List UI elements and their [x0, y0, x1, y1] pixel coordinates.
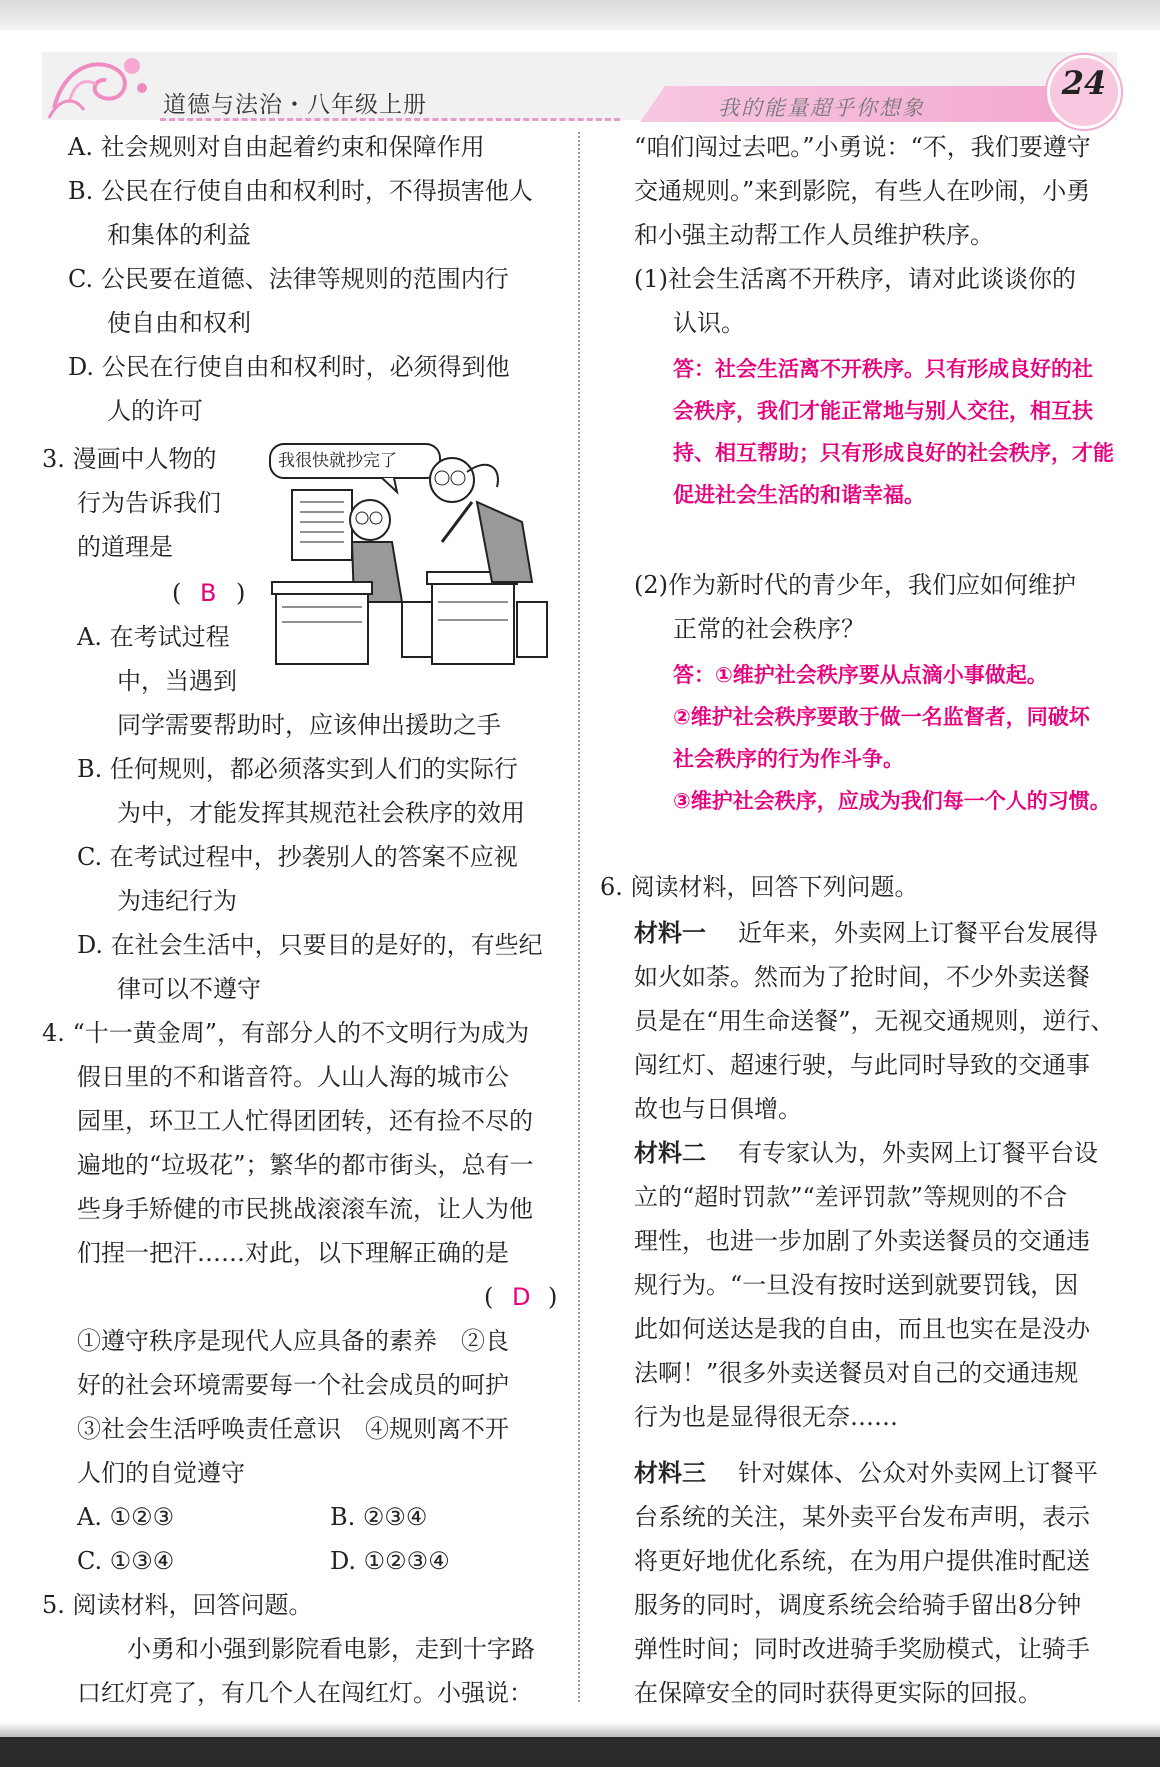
q6-material2-line: 有专家认为，外卖网上订餐平台设: [738, 1139, 1098, 1167]
q3-stem-line: 3. 漫画中人物的: [42, 445, 217, 473]
q5-sub2-answer: 答：①维护社会秩序要从点滴小事做起。: [673, 663, 1048, 687]
q5-stem: 5. 阅读材料，回答问题。: [42, 1591, 313, 1619]
q5-material-line: 口红灯亮了，有几个人在闯红灯。小强说：: [77, 1679, 533, 1707]
q5-sub1-answer: 持、相互帮助；只有形成良好的社会秩序，才能: [673, 441, 1114, 465]
q6-material3-label: 材料三: [634, 1459, 706, 1487]
cartoon-speech-bubble: 我很快就抄完了: [278, 451, 397, 471]
q3-option-a-cont: 同学需要帮助时，应该伸出援助之手: [117, 711, 501, 739]
q5-sub2-question: (2)作为新时代的青少年，我们应如何维护: [634, 571, 1076, 599]
bottom-bar: [0, 1737, 1160, 1767]
page-bottom-shadow: [0, 1722, 1160, 1737]
q5-sub1-answer: 答：社会生活离不开秩序。只有形成良好的社: [673, 357, 1093, 381]
q3-paren-close: ): [236, 579, 246, 607]
q4-stem-line: 4. “十一黄金周”，有部分人的不文明行为成为: [42, 1019, 530, 1047]
slogan: 我的能量超乎你想象: [718, 96, 925, 120]
q2-option-c-cont: 使自由和权利: [107, 309, 251, 337]
q6-material2-line: 法啊！”很多外卖送餐员对自己的交通违规: [634, 1359, 1079, 1387]
q4-statement-line: ①遵守秩序是现代人应具备的素养 ②良: [77, 1327, 509, 1355]
q4-choice-c: C. ①③④: [77, 1547, 175, 1575]
q5-sub1-question-cont: 认识。: [673, 309, 745, 337]
book-title: 道德与法治・八年级上册: [163, 92, 427, 118]
q3-option-c-cont: 为违纪行为: [117, 887, 237, 915]
q2-option-a: A. 社会规则对自由起着约束和保障作用: [68, 133, 485, 161]
q5-material-cont: 和小强主动帮工作人员维护秩序。: [634, 221, 994, 249]
q5-sub2-answer: ③维护社会秩序，应成为我们每一个人的习惯。: [673, 789, 1111, 813]
q5-material-line: 小勇和小强到影院看电影，走到十字路: [127, 1635, 535, 1663]
q4-choice-d: D. ①②③④: [330, 1547, 450, 1575]
q3-option-a-cont: 中，当遇到: [117, 667, 237, 695]
q6-material2-label: 材料二: [634, 1139, 706, 1167]
q2-option-b-cont: 和集体的利益: [107, 221, 251, 249]
q3-option-c: C. 在考试过程中，抄袭别人的答案不应视: [77, 843, 518, 871]
q6-material3-line: 弹性时间；同时改进骑手奖励模式，让骑手: [634, 1635, 1090, 1663]
q6-material2-line: 此如何送达是我的自由，而且也实在是没办: [634, 1315, 1090, 1343]
top-bar: [0, 0, 1160, 30]
q5-material-cont: 交通规则。”来到影院，有些人在吵闹，小勇: [634, 177, 1091, 205]
q5-sub2-question-cont: 正常的社会秩序？: [673, 615, 865, 643]
q2-option-b: B. 公民在行使自由和权利时，不得损害他人: [68, 177, 533, 205]
q6-material3-line: 将更好地优化系统，在为用户提供准时配送: [634, 1547, 1090, 1575]
q2-option-d: D. 公民在行使自由和权利时，必须得到他: [68, 353, 510, 381]
q3-option-b: B. 任何规则，都必须落实到人们的实际行: [77, 755, 518, 783]
q6-material3-line: 台系统的关注，某外卖平台发布声明，表示: [634, 1503, 1090, 1531]
q6-material3-line: 针对媒体、公众对外卖网上订餐平: [738, 1459, 1098, 1487]
q4-paren-open: (: [484, 1283, 494, 1311]
q4-statement-line: 人们的自觉遵守: [77, 1459, 245, 1487]
q6-material2-line: 理性，也进一步加剧了外卖送餐员的交通违: [634, 1227, 1090, 1255]
q6-stem: 6. 阅读材料，回答下列问题。: [600, 873, 919, 901]
q3-stem-line: 行为告诉我们: [77, 489, 221, 517]
q3-option-d-cont: 律可以不遵守: [117, 975, 261, 1003]
page-number: 24: [1061, 64, 1107, 102]
q6-material3-line: 在保障安全的同时获得更实际的回报。: [634, 1679, 1042, 1707]
q3-option-b-cont: 为中，才能发挥其规范社会秩序的效用: [117, 799, 525, 827]
q4-stem-line: 些身手矫健的市民挑战滚滚车流，让人为他: [77, 1195, 533, 1223]
q5-sub2-answer: ②维护社会秩序要敢于做一名监督者，同破坏: [673, 705, 1090, 729]
q4-stem-line: 们捏一把汗……对此，以下理解正确的是: [77, 1239, 509, 1267]
q6-material1-label: 材料一: [634, 919, 706, 947]
q4-stem-line: 园里，环卫工人忙得团团转，还有捡不尽的: [77, 1107, 533, 1135]
q2-option-c: C. 公民要在道德、法律等规则的范围内行: [68, 265, 509, 293]
q2-option-d-cont: 人的许可: [107, 397, 203, 425]
q3-option-a: A. 在考试过程: [77, 623, 230, 651]
q3-answer: B: [200, 579, 217, 607]
q6-material1-line: 员是在“用生命送餐”，无视交通规则，逆行、: [634, 1007, 1115, 1035]
q5-sub1-answer: 促进社会生活的和谐幸福。: [673, 483, 925, 507]
q3-paren-open: (: [172, 579, 182, 607]
q4-stem-line: 遍地的“垃圾花”；繁华的都市街头，总有一: [77, 1151, 534, 1179]
q5-sub1-question: (1)社会生活离不开秩序，请对此谈谈你的: [634, 265, 1076, 293]
q4-answer: D: [512, 1283, 531, 1311]
q4-stem-line: 假日里的不和谐音符。人山人海的城市公: [77, 1063, 509, 1091]
q6-material1-line: 故也与日俱增。: [634, 1095, 802, 1123]
q4-paren-close: ): [548, 1283, 558, 1311]
q6-material3-line: 服务的同时，调度系统会给骑手留出8分钟: [634, 1591, 1082, 1619]
q4-choice-b: B. ②③④: [330, 1503, 428, 1531]
q4-choice-a: A. ①②③: [77, 1503, 175, 1531]
q3-stem-line: 的道理是: [77, 533, 173, 561]
q5-sub1-answer: 会秩序，我们才能正常地与别人交往，相互扶: [673, 399, 1093, 423]
q6-material1-line: 如火如荼。然而为了抢时间，不少外卖送餐: [634, 963, 1090, 991]
q6-material1-line: 近年来，外卖网上订餐平台发展得: [738, 919, 1098, 947]
column-divider: [578, 132, 580, 1702]
q6-material1-line: 闯红灯、超速行驶，与此同时导致的交通事: [634, 1051, 1090, 1079]
q5-material-cont: “咱们闯过去吧。”小勇说：“不，我们要遵守: [634, 133, 1091, 161]
q6-material2-line: 规行为。“一旦没有按时送到就要罚钱，因: [634, 1271, 1079, 1299]
cartoon-illustration: [262, 442, 562, 692]
q6-material2-line: 行为也是显得很无奈……: [634, 1403, 898, 1431]
q3-option-d: D. 在社会生活中，只要目的是好的，有些纪: [77, 931, 543, 959]
q6-material2-line: 立的“超时罚款”“差评罚款”等规则的不合: [634, 1183, 1068, 1211]
q5-sub2-answer: 社会秩序的行为作斗争。: [673, 747, 904, 771]
header-dashed-divider: [160, 118, 620, 121]
q4-statement-line: 好的社会环境需要每一个社会成员的呵护: [77, 1371, 509, 1399]
q4-statement-line: ③社会生活呼唤责任意识 ④规则离不开: [77, 1415, 509, 1443]
flourish-ornament-icon: [44, 48, 154, 120]
